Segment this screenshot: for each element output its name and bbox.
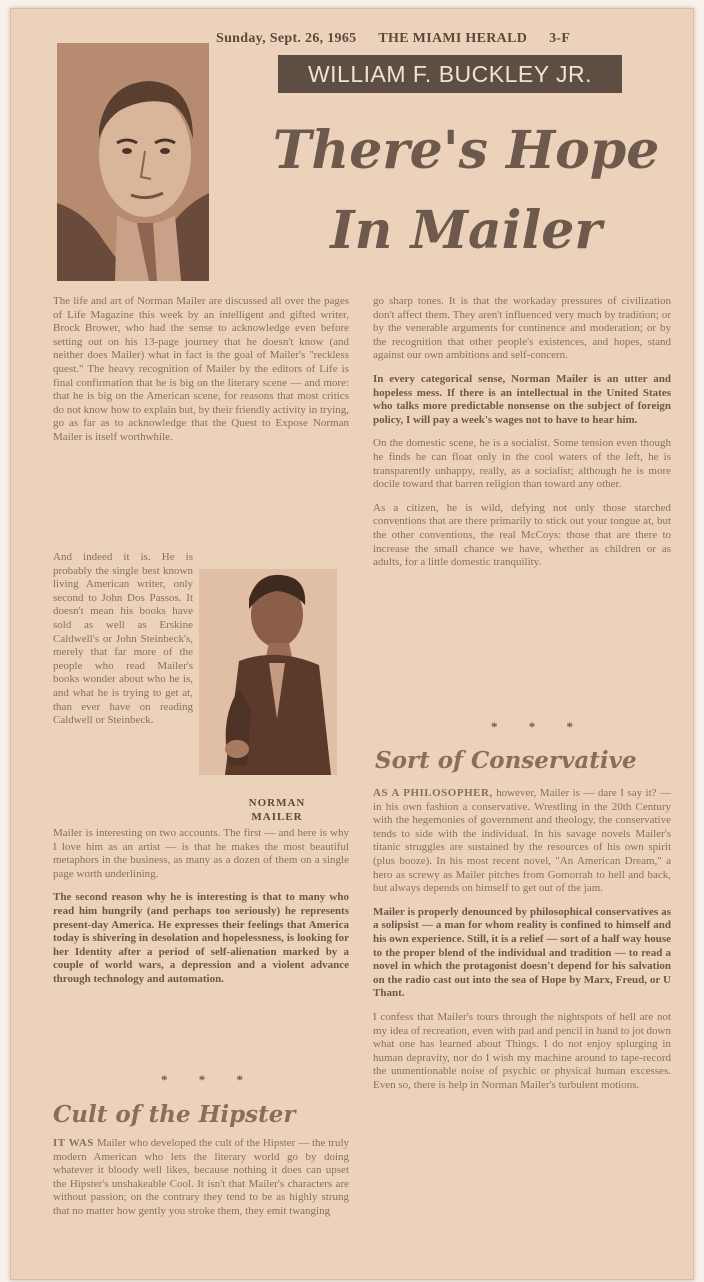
- article-column-left-bottom: [53, 1137, 349, 1229]
- masthead-date: Sunday, Sept. 26, 1965: [216, 31, 357, 46]
- headline-line-2: In Mailer: [330, 200, 602, 261]
- paragraph: I confess that Mailer's tours through the nightspots of hell are not my idea of recreation, even with pad and pencil in hand to jot down what one has learned about Things. I do not enjoy splurging in human depravity, nor do I wish my machine around to tape-record the unmentionable noise of psychic or physical human excesses. Even so, there is help in Norman Mailer's turbulent motions.: [373, 1010, 671, 1091]
- section-heading-conservative: Sort of Conservative: [375, 747, 637, 774]
- paragraph: Mailer is properly denounced by philosophical conservatives as a solipsist — a man for whom reality is confined to himself and his own experience. Still, it is a relief — sort of a half way house to the proper blend of the individual and tradition — to read a novel in which the protagonist doesn't depend for his salvation on the radio cast out into the sea of Hope by Marx, Freud, or U Thant.: [373, 905, 671, 1000]
- paragraph: go sharp tones. It is that the workaday pressures of civilization don't affect them. They aren't influenced very much by tradition; or by the venerable arguments for continence and moderation; or by the recognition that other people's existences, and hopes, stand against our own ambitions and self-concern.: [373, 295, 671, 362]
- paragraph-lead: IT WAS: [53, 1137, 94, 1149]
- article-column-right-top: [373, 295, 671, 580]
- article-column-right-bottom: [373, 787, 671, 1102]
- photo-caption: [233, 796, 321, 824]
- mailer-photo: [199, 569, 337, 775]
- paragraph: [373, 787, 671, 896]
- columnist-photo: [57, 43, 209, 281]
- paragraph: The second reason why he is interesting is that to many who read him hungrily (and perhaps too seriously) he represents present-day America. He expresses their feelings that America today is shivering in desolation and hopelessness, is looking for her Identity after a period of self-alienation marked by a couple of world wars, a depression and a violent advance through technology and automation.: [53, 891, 349, 985]
- section-heading-hipster: Cult of the Hipster: [53, 1101, 296, 1128]
- paragraph: On the domestic scene, he is a socialist. Some tension even though he finds he can float only in the cool waters of the left, he is transparently unhappy, really, as a socialist; although he is more docile toward that barren religion than toward any other.: [373, 437, 671, 491]
- paragraph: [53, 1137, 349, 1219]
- masthead-page-number: 3-F: [549, 31, 571, 46]
- paragraph: In every categorical sense, Norman Mailer is an utter and hopeless mess. If there is an intellectual in the United States who talks more predictable nonsense on the subject of foreign policy, I will pay a week's wages not to have to hear him.: [373, 372, 671, 426]
- newspaper-clipping: [10, 8, 694, 1280]
- paragraph-body: Mailer who developed the cult of the Hipster — the truly modern American who lets the literary world go by doing whatever it bloody well likes, because nothing it does can upset the Hipster's unshakeable Cool. It isn't that Mailer's characters are without passion; on the contrary they tend to be as highly strung that no matter how gently you stroke them, they emit twanging: [53, 1137, 350, 1217]
- caption-line-2: MAILER: [251, 811, 303, 823]
- paragraph: As a citizen, he is wild, defying not only those starched conventions that are there primarily to stick out your tongue at, but the other conventions, the real McCoys: those that are there to increase the small chance we have, whether as children or as adults, for a little domestic tranquility.: [373, 501, 671, 569]
- section-separator: * * *: [161, 1072, 257, 1087]
- paragraph: The life and art of Norman Mailer are discussed all over the pages of Life Magazine this week by an intelligent and gifted writer, Brock Brower, who had the sense to acknowledge even before setting out on his 13-page journey that he doesn't know (and neither does Mailer) what in fact is the goal of Mailer's "reckless quest." The heavy recognition of Mailer by the editors of Life is final confirmation that he is big on the literary scene — and more: that he is big on the American scene, for reasons that most critics do not know how to explain but, by their friendly activity in trying, go as far as to acknowledge that the Quest to Expose Norman Mailer is itself worthwhile.: [53, 295, 349, 443]
- article-column-left-top: [53, 295, 349, 455]
- masthead-paper-name: THE MIAMI HERALD: [378, 31, 528, 46]
- headline-line-1: There's Hope: [272, 120, 660, 181]
- article-column-narrow: [53, 551, 193, 738]
- paragraph-lead: AS A PHILOSOPHER,: [373, 787, 493, 799]
- masthead: [216, 31, 636, 47]
- paragraph: And indeed it is. He is probably the single best known living American writer, only second to John Dos Passos. It doesn't mean his books have sold as well as Erskine Caldwell's or John Steinbeck's, merely that far more of the people who read Mailer's books wonder about who he is, and what he is trying to get at, than ever have on reading Caldwell or Steinbeck.: [53, 551, 193, 727]
- caption-line-1: NORMAN: [248, 797, 306, 809]
- section-separator: * * *: [491, 719, 587, 734]
- paragraph: Mailer is interesting on two accounts. The first — and here is why I love him as an artist — is that he makes the most beautiful metaphors in the business, as many as a dozen of them on a single page worth underlining.: [53, 827, 349, 880]
- columnist-byline: WILLIAM F. BUCKLEY JR.: [278, 55, 622, 93]
- article-column-left-middle: [53, 827, 349, 997]
- paragraph-body: however, Mailer is — dare I say it? — in his own fashion a conservative. Wrestling in the 20th Century with the hegemonies of government and theology, the conservative tends to side with the individual. In his savage novels Mailer's titanic struggles are sustained by the resources of his own spirit (plus booze). In his most recent novel, "An American Dream," a hero as screwy as Mailer pitches from Gomorrah to hell and back, but always depends on himself to get out of the jam.: [373, 787, 672, 895]
